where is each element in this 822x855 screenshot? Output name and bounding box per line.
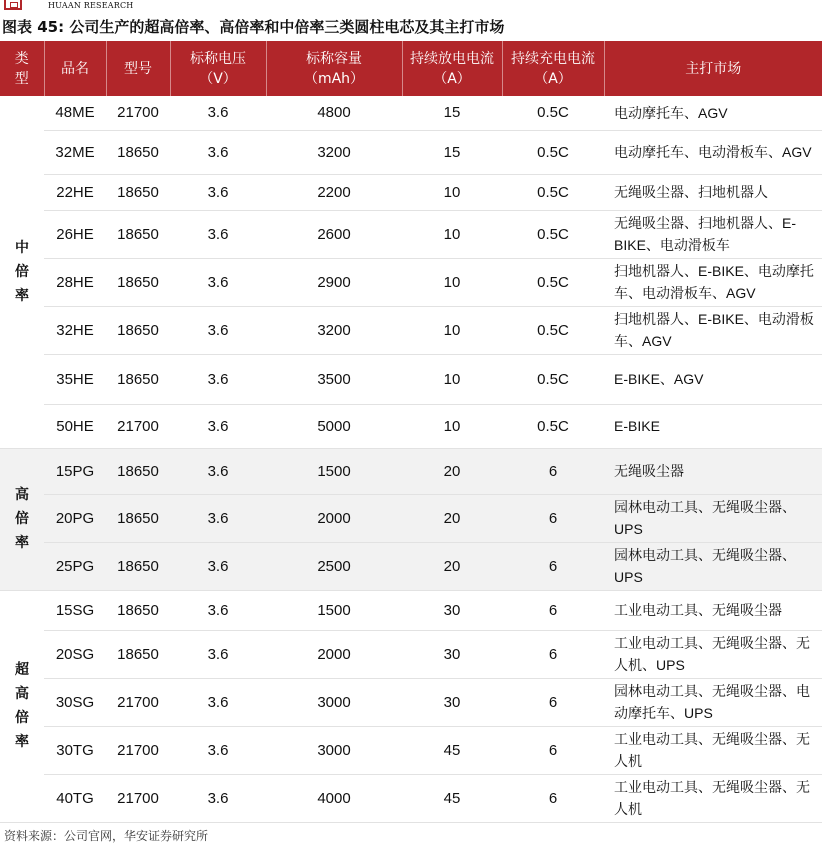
discharge-cell: 20	[402, 494, 502, 542]
table-row	[0, 542, 822, 590]
model-cell: 18650	[106, 542, 170, 590]
table-row	[0, 174, 822, 210]
category-label: 中倍率	[15, 239, 29, 304]
voltage-cell: 3.6	[170, 774, 266, 822]
discharge-cell: 10	[402, 404, 502, 448]
logo-text: HUAAN RESEARCH	[48, 1, 134, 10]
voltage-cell: 3.6	[170, 590, 266, 630]
battery-cell-table	[0, 41, 822, 823]
market-cell: 无绳吸尘器	[604, 448, 822, 494]
model-cell: 21700	[106, 96, 170, 130]
market-cell: 园林电动工具、无绳吸尘器、电动摩托车、UPS	[604, 678, 822, 726]
voltage-cell: 3.6	[170, 174, 266, 210]
table-row	[0, 590, 822, 630]
table-row	[0, 404, 822, 448]
voltage-cell: 3.6	[170, 96, 266, 130]
table-row	[0, 130, 822, 174]
market-cell: 扫地机器人、E-BIKE、电动摩托车、电动滑板车、AGV	[604, 258, 822, 306]
market-cell: 工业电动工具、无绳吸尘器	[604, 590, 822, 630]
discharge-cell: 20	[402, 542, 502, 590]
product-name-cell: 48ME	[44, 96, 106, 130]
voltage-cell: 3.6	[170, 306, 266, 354]
voltage-cell: 3.6	[170, 258, 266, 306]
charge-cell: 0.5C	[502, 210, 604, 258]
voltage-cell: 3.6	[170, 678, 266, 726]
capacity-cell: 1500	[266, 590, 402, 630]
table-header-row	[0, 41, 822, 96]
voltage-cell: 3.6	[170, 726, 266, 774]
charge-cell: 6	[502, 678, 604, 726]
model-cell: 18650	[106, 258, 170, 306]
charge-cell: 0.5C	[502, 306, 604, 354]
discharge-cell: 30	[402, 630, 502, 678]
charge-cell: 6	[502, 448, 604, 494]
market-cell: E-BIKE、AGV	[604, 354, 822, 404]
header-product-name: 品名	[44, 41, 106, 96]
product-name-cell: 20SG	[44, 630, 106, 678]
model-cell: 18650	[106, 590, 170, 630]
header-charge-current: 持续充电电流（A）	[502, 41, 604, 96]
model-cell: 21700	[106, 774, 170, 822]
capacity-cell: 2200	[266, 174, 402, 210]
header-type: 类型	[0, 41, 44, 96]
table-row	[0, 210, 822, 258]
charge-cell: 0.5C	[502, 404, 604, 448]
discharge-cell: 10	[402, 174, 502, 210]
market-cell: 工业电动工具、无绳吸尘器、无人机、UPS	[604, 630, 822, 678]
charge-cell: 6	[502, 542, 604, 590]
capacity-cell: 4800	[266, 96, 402, 130]
voltage-cell: 3.6	[170, 630, 266, 678]
market-cell: 无绳吸尘器、扫地机器人	[604, 174, 822, 210]
product-name-cell: 40TG	[44, 774, 106, 822]
discharge-cell: 30	[402, 590, 502, 630]
market-cell: 园林电动工具、无绳吸尘器、UPS	[604, 542, 822, 590]
category-cell	[0, 96, 44, 448]
charge-cell: 6	[502, 774, 604, 822]
product-name-cell: 32ME	[44, 130, 106, 174]
capacity-cell: 2600	[266, 210, 402, 258]
charge-cell: 6	[502, 494, 604, 542]
charge-cell: 6	[502, 630, 604, 678]
voltage-cell: 3.6	[170, 130, 266, 174]
header-discharge-current: 持续放电电流（A）	[402, 41, 502, 96]
capacity-cell: 2900	[266, 258, 402, 306]
capacity-cell: 2000	[266, 630, 402, 678]
model-cell: 18650	[106, 630, 170, 678]
category-label: 高倍率	[15, 487, 29, 551]
source-note: 资料来源：公司官网，华安证券研究所	[4, 829, 209, 843]
category-cell	[0, 590, 44, 822]
model-cell: 21700	[106, 404, 170, 448]
market-cell: 扫地机器人、E-BIKE、电动滑板车、AGV	[604, 306, 822, 354]
market-cell: 无绳吸尘器、扫地机器人、E-BIKE、电动滑板车	[604, 210, 822, 258]
product-name-cell: 50HE	[44, 404, 106, 448]
market-cell: 电动摩托车、电动滑板车、AGV	[604, 130, 822, 174]
model-cell: 18650	[106, 210, 170, 258]
model-cell: 18650	[106, 130, 170, 174]
table-row	[0, 354, 822, 404]
capacity-cell: 3000	[266, 726, 402, 774]
discharge-cell: 10	[402, 306, 502, 354]
product-name-cell: 15PG	[44, 448, 106, 494]
table-row	[0, 494, 822, 542]
charge-cell: 0.5C	[502, 174, 604, 210]
product-name-cell: 30SG	[44, 678, 106, 726]
category-cell	[0, 448, 44, 590]
discharge-cell: 10	[402, 258, 502, 306]
discharge-cell: 45	[402, 774, 502, 822]
product-name-cell: 22HE	[44, 174, 106, 210]
figure-title: 图表 45: 公司生产的超高倍率、高倍率和中倍率三类圆柱电芯及其主打市场	[2, 18, 505, 36]
capacity-cell: 3000	[266, 678, 402, 726]
discharge-cell: 30	[402, 678, 502, 726]
capacity-cell: 3200	[266, 306, 402, 354]
product-name-cell: 35HE	[44, 354, 106, 404]
voltage-cell: 3.6	[170, 542, 266, 590]
model-cell: 21700	[106, 726, 170, 774]
capacity-cell: 3200	[266, 130, 402, 174]
charge-cell: 0.5C	[502, 258, 604, 306]
product-name-cell: 15SG	[44, 590, 106, 630]
table-row	[0, 448, 822, 494]
model-cell: 18650	[106, 306, 170, 354]
voltage-cell: 3.6	[170, 404, 266, 448]
product-name-cell: 20PG	[44, 494, 106, 542]
discharge-cell: 45	[402, 726, 502, 774]
capacity-cell: 1500	[266, 448, 402, 494]
capacity-cell: 2000	[266, 494, 402, 542]
logo-mark-icon	[4, 0, 22, 10]
voltage-cell: 3.6	[170, 210, 266, 258]
charge-cell: 0.5C	[502, 130, 604, 174]
voltage-cell: 3.6	[170, 354, 266, 404]
model-cell: 18650	[106, 448, 170, 494]
table-row	[0, 630, 822, 678]
table-row	[0, 96, 822, 130]
capacity-cell: 4000	[266, 774, 402, 822]
market-cell: 园林电动工具、无绳吸尘器、UPS	[604, 494, 822, 542]
product-name-cell: 30TG	[44, 726, 106, 774]
discharge-cell: 10	[402, 354, 502, 404]
market-cell: 工业电动工具、无绳吸尘器、无人机	[604, 774, 822, 822]
charge-cell: 6	[502, 726, 604, 774]
table-body	[0, 96, 822, 822]
discharge-cell: 15	[402, 130, 502, 174]
header-nominal-capacity: 标称容量（mAh）	[266, 41, 402, 96]
product-name-cell: 32HE	[44, 306, 106, 354]
market-cell: E-BIKE	[604, 404, 822, 448]
market-cell: 电动摩托车、AGV	[604, 96, 822, 130]
model-cell: 18650	[106, 174, 170, 210]
model-cell: 18650	[106, 354, 170, 404]
discharge-cell: 15	[402, 96, 502, 130]
discharge-cell: 10	[402, 210, 502, 258]
charge-cell: 0.5C	[502, 96, 604, 130]
capacity-cell: 5000	[266, 404, 402, 448]
table-row	[0, 258, 822, 306]
discharge-cell: 20	[402, 448, 502, 494]
model-cell: 18650	[106, 494, 170, 542]
market-cell: 工业电动工具、无绳吸尘器、无人机	[604, 726, 822, 774]
table-row	[0, 726, 822, 774]
capacity-cell: 2500	[266, 542, 402, 590]
table-row	[0, 774, 822, 822]
header-nominal-voltage: 标称电压（V）	[170, 41, 266, 96]
category-label: 超高倍率	[15, 662, 29, 750]
product-name-cell: 28HE	[44, 258, 106, 306]
voltage-cell: 3.6	[170, 448, 266, 494]
header-main-market: 主打市场	[604, 41, 822, 96]
product-name-cell: 25PG	[44, 542, 106, 590]
table-row	[0, 306, 822, 354]
charge-cell: 6	[502, 590, 604, 630]
charge-cell: 0.5C	[502, 354, 604, 404]
capacity-cell: 3500	[266, 354, 402, 404]
voltage-cell: 3.6	[170, 494, 266, 542]
header-model: 型号	[106, 41, 170, 96]
product-name-cell: 26HE	[44, 210, 106, 258]
table-row	[0, 678, 822, 726]
model-cell: 21700	[106, 678, 170, 726]
